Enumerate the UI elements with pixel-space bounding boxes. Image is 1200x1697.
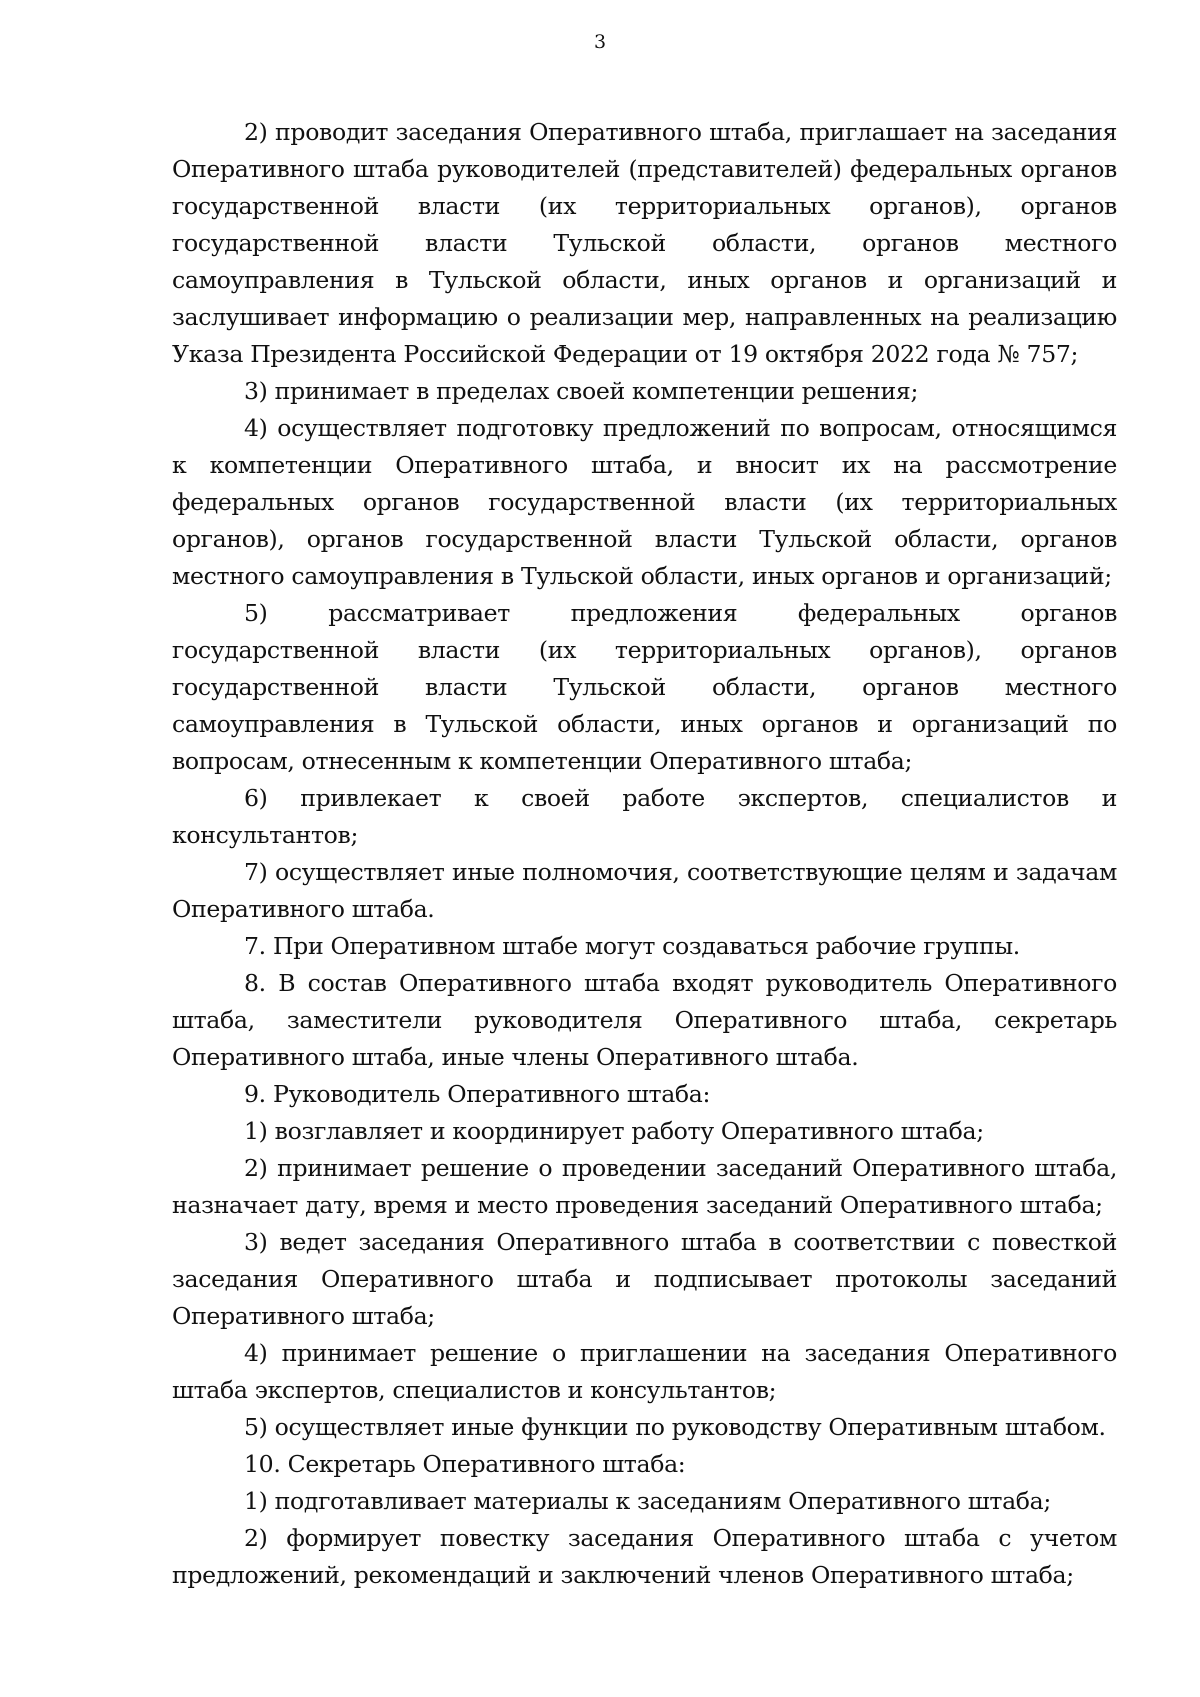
paragraph: 7. При Оперативном штабе могут создаваться рабочие группы. bbox=[244, 932, 1020, 960]
paragraph: 2) проводит заседания Оперативного штаба, приглашает на заседания Оперативного штаба руководителей (представителей) федеральных органов государственной власти (их территориальных органов), органов государственной власти Тульской области, органов местного самоуправления в Тульской области, иных органов и организаций и заслушивает информацию о реализации мер, направленных на реализацию Указа Президента Российской Федерации от 19 октября 2022 года № 757; bbox=[172, 118, 1117, 368]
paragraph: 5) осуществляет иные функции по руководству Оперативным штабом. bbox=[244, 1413, 1106, 1441]
paragraph: 2) формирует повестку заседания Оперативного штаба с учетом предложений, рекомендаций и заключений членов Оперативного штаба; bbox=[172, 1524, 1117, 1589]
page-number: 3 bbox=[593, 31, 607, 53]
document-body bbox=[172, 114, 1117, 1594]
paragraph: 3) ведет заседания Оперативного штаба в соответствии с повесткой заседания Оперативного штаба и подписывает протоколы заседаний Оперативного штаба; bbox=[172, 1228, 1117, 1330]
paragraph: 10. Секретарь Оперативного штаба: bbox=[244, 1450, 686, 1478]
paragraph: 1) возглавляет и координирует работу Оперативного штаба; bbox=[244, 1117, 984, 1145]
paragraph: 6) привлекает к своей работе экспертов, специалистов и консультантов; bbox=[172, 784, 1117, 849]
paragraph: 7) осуществляет иные полномочия, соответствующие целям и задачам Оперативного штаба. bbox=[172, 858, 1117, 923]
paragraph: 5) рассматривает предложения федеральных органов государственной власти (их территориальных органов), органов государственной власти Тульской области, органов местного самоуправления в Тульской области, иных органов и организаций по вопросам, отнесенным к компетенции Оперативного штаба; bbox=[172, 599, 1117, 775]
paragraph: 2) принимает решение о проведении заседаний Оперативного штаба, назначает дату, время и место проведения заседаний Оперативного штаба; bbox=[172, 1154, 1117, 1219]
paragraph: 1) подготавливает материалы к заседаниям Оперативного штаба; bbox=[244, 1487, 1051, 1515]
paragraph: 8. В состав Оперативного штаба входят руководитель Оперативного штаба, заместители руководителя Оперативного штаба, секретарь Оперативного штаба, иные члены Оперативного штаба. bbox=[172, 969, 1117, 1071]
paragraph: 9. Руководитель Оперативного штаба: bbox=[244, 1080, 711, 1108]
paragraph: 4) принимает решение о приглашении на заседания Оперативного штаба экспертов, специалистов и консультантов; bbox=[172, 1339, 1117, 1404]
paragraph: 3) принимает в пределах своей компетенции решения; bbox=[244, 377, 919, 405]
paragraph: 4) осуществляет подготовку предложений по вопросам, относящимся к компетенции Оперативного штаба, и вносит их на рассмотрение федеральных органов государственной власти (их территориальных органов), органов государственной власти Тульской области, органов местного самоуправления в Тульской области, иных органов и организаций; bbox=[172, 414, 1117, 590]
